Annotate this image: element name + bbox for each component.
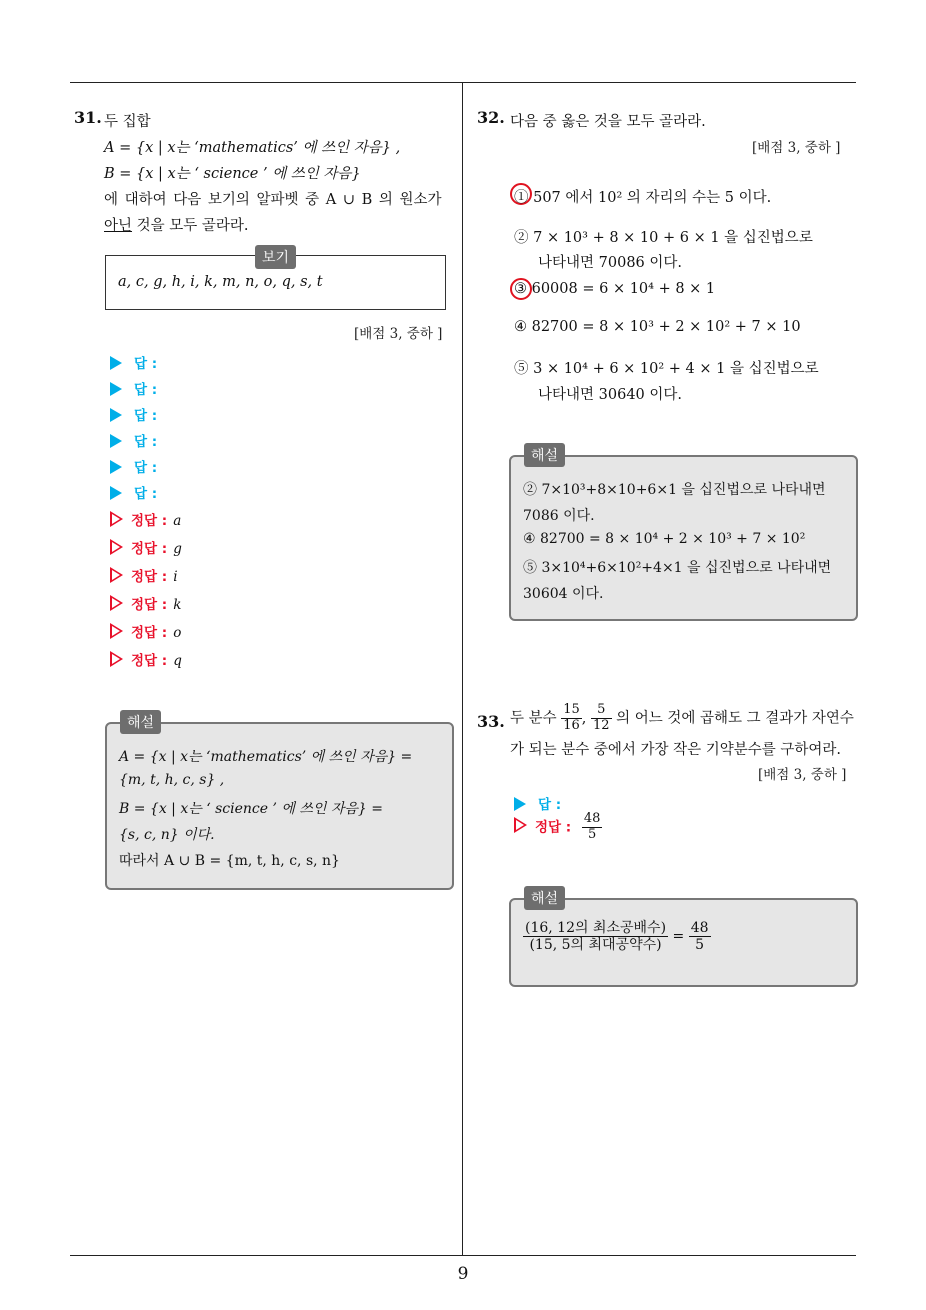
outline-arrow-icon [514, 817, 527, 833]
arrow-icon [110, 356, 122, 370]
solution-label: 해설 [524, 886, 565, 910]
outline-arrow-icon [110, 539, 123, 555]
option-mark: ② [514, 230, 529, 246]
denominator: 16 [563, 717, 580, 733]
arrow-icon [110, 460, 122, 474]
option-mark: ③ [514, 281, 527, 297]
option-mark: ④ [514, 319, 527, 335]
option-2[interactable] [514, 226, 813, 247]
correct-answer-line [110, 509, 181, 529]
question-number: 32. [477, 108, 505, 127]
solution-line: 30604 이다. [523, 586, 604, 602]
solution-box [105, 722, 454, 890]
correct-label: 정답 : [131, 625, 168, 641]
correct-answer-line [110, 649, 182, 669]
question-line: 에 대하여 다음 보기의 알파벳 중 A ∪ B 의 원소가 [104, 192, 442, 208]
solution-line: A = {x | x는 ‘mathematics’ 에 쓰인 자음} = [119, 749, 413, 765]
option-4[interactable] [514, 319, 801, 335]
numerator: 48 [690, 920, 709, 936]
correct-answer-line [110, 537, 182, 557]
solution-box [509, 455, 858, 621]
correct-answer: q [173, 653, 182, 669]
fraction-1 [561, 703, 582, 734]
option-5-continued: 나타내면 30640 이다. [538, 387, 682, 403]
correct-label: 정답 : [131, 513, 168, 529]
option-2-continued: 나타내면 70086 이다. [538, 255, 682, 271]
solution-result [689, 920, 711, 953]
answer-line [110, 456, 157, 476]
answer-line [514, 793, 561, 813]
solution-fraction [523, 920, 668, 953]
answer-label: 답 : [134, 408, 158, 424]
solution-line: 따라서 A ∪ B = {m, t, h, c, s, n} [119, 853, 340, 869]
correct-answer: k [173, 597, 182, 613]
question-text: 두 분수 [510, 710, 557, 727]
outline-arrow-icon [110, 511, 123, 527]
numerator: 48 [583, 811, 601, 826]
option-text: 7 × 10³ + 8 × 10 + 6 × 1 을 십진법으로 [533, 230, 813, 246]
question-number: 31. [74, 108, 102, 127]
bottom-rule [70, 1255, 856, 1256]
correct-label: 정답 : [535, 819, 572, 836]
question-line-rest: 것을 모두 골라라. [132, 218, 249, 234]
correct-answer-line [110, 593, 181, 613]
answer-line [110, 482, 157, 502]
answer-line [110, 430, 157, 450]
set-a-definition: A = {x | x는 ‘mathematics’ 에 쓰인 자음} , [104, 140, 401, 156]
answer-label: 답 : [134, 434, 158, 450]
underlined-word: 아닌 [104, 218, 133, 234]
correct-answer: o [173, 625, 182, 641]
denominator: 12 [593, 717, 610, 733]
grade-label: [배점 3, 중하 ] [354, 326, 443, 342]
option-text: 3 × 10⁴ + 6 × 10² + 4 × 1 을 십진법으로 [533, 361, 819, 377]
option-5[interactable] [514, 357, 819, 378]
arrow-icon [110, 408, 122, 422]
answer-label: 답 : [134, 356, 158, 372]
answer-label: 답 : [538, 797, 562, 813]
bogi-content: a, c, g, h, i, k, m, n, o, q, s, t [118, 274, 323, 290]
correct-answer-line [110, 565, 178, 585]
question-line-4 [104, 214, 249, 235]
set-b-definition: B = {x | x는 ‘ science ’ 에 쓰인 자음} [104, 166, 361, 182]
question-title: 다음 중 옳은 것을 모두 골라라. [510, 114, 706, 130]
correct-label: 정답 : [131, 653, 168, 669]
option-mark: ① [514, 190, 529, 206]
solution-label: 해설 [524, 443, 565, 467]
answer-label: 답 : [134, 382, 158, 398]
equals-sign: = [672, 928, 685, 945]
option-text: 507 에서 10² 의 자리의 수는 5 이다. [533, 190, 772, 206]
option-mark: ⑤ [514, 361, 529, 377]
correct-answer-line [514, 812, 602, 843]
denominator: (15, 5의 최대공약수) [529, 937, 662, 954]
option-3[interactable] [514, 281, 715, 297]
outline-arrow-icon [110, 595, 123, 611]
outline-arrow-icon [110, 567, 123, 583]
column-divider [462, 83, 463, 1255]
page-number: 9 [457, 1264, 469, 1284]
outline-arrow-icon [110, 651, 123, 667]
bogi-label: 보기 [255, 245, 296, 269]
correct-answer: g [173, 541, 182, 557]
answer-line [110, 378, 157, 398]
answer-line [110, 352, 157, 372]
option-text: 82700 = 8 × 10³ + 2 × 10² + 7 × 10 [531, 319, 801, 335]
option-text: 60008 = 6 × 10⁴ + 8 × 1 [531, 281, 716, 297]
solution-line: ④ 82700 = 8 × 10⁴ + 2 × 10³ + 7 × 10² [523, 531, 806, 547]
arrow-icon [514, 797, 526, 811]
arrow-icon [110, 434, 122, 448]
correct-answer: i [173, 569, 178, 585]
separator: , [581, 710, 587, 727]
answer-label: 답 : [134, 460, 158, 476]
grade-label: [배점 3, 중하 ] [758, 767, 847, 783]
solution-line: ⑤ 3×10⁴+6×10²+4×1 을 십진법으로 나타내면 [523, 560, 832, 576]
numerator: (16, 12의 최소공배수) [525, 920, 667, 936]
solution-line: B = {x | x는 ‘ science ’ 에 쓰인 자음} = [119, 801, 383, 817]
arrow-icon [110, 486, 122, 500]
solution-box [509, 898, 858, 987]
question-text: 의 어느 것에 곱해도 그 결과가 자연수 [616, 710, 854, 727]
question-line-1 [510, 703, 854, 734]
option-1[interactable] [514, 186, 771, 207]
numerator: 15 [563, 702, 580, 717]
answer-label: 답 : [134, 486, 158, 502]
correct-fraction [582, 812, 603, 843]
question-title: 두 집합 [104, 114, 151, 130]
denominator: 5 [695, 937, 705, 954]
correct-answer-line [110, 621, 181, 641]
solution-line: {s, c, n} 이다. [119, 827, 215, 843]
correct-answer: a [173, 513, 182, 529]
solution-line: {m, t, h, c, s} , [119, 772, 225, 788]
solution-line: 7086 이다. [523, 508, 595, 524]
correct-label: 정답 : [131, 597, 168, 613]
outline-arrow-icon [110, 623, 123, 639]
correct-label: 정답 : [131, 569, 168, 585]
arrow-icon [110, 382, 122, 396]
question-line-2: 가 되는 분수 중에서 가장 작은 기약분수를 구하여라. [510, 742, 842, 758]
solution-line: ② 7×10³+8×10+6×1 을 십진법으로 나타내면 [523, 482, 826, 498]
numerator: 5 [591, 703, 612, 719]
question-number: 33. [477, 712, 505, 731]
answer-line [110, 404, 157, 424]
fraction-2 [591, 703, 612, 734]
solution-label: 해설 [120, 710, 161, 734]
solution-equation [523, 920, 711, 953]
correct-label: 정답 : [131, 541, 168, 557]
top-rule [70, 82, 856, 83]
denominator: 5 [588, 826, 597, 842]
grade-label: [배점 3, 중하 ] [752, 140, 841, 156]
